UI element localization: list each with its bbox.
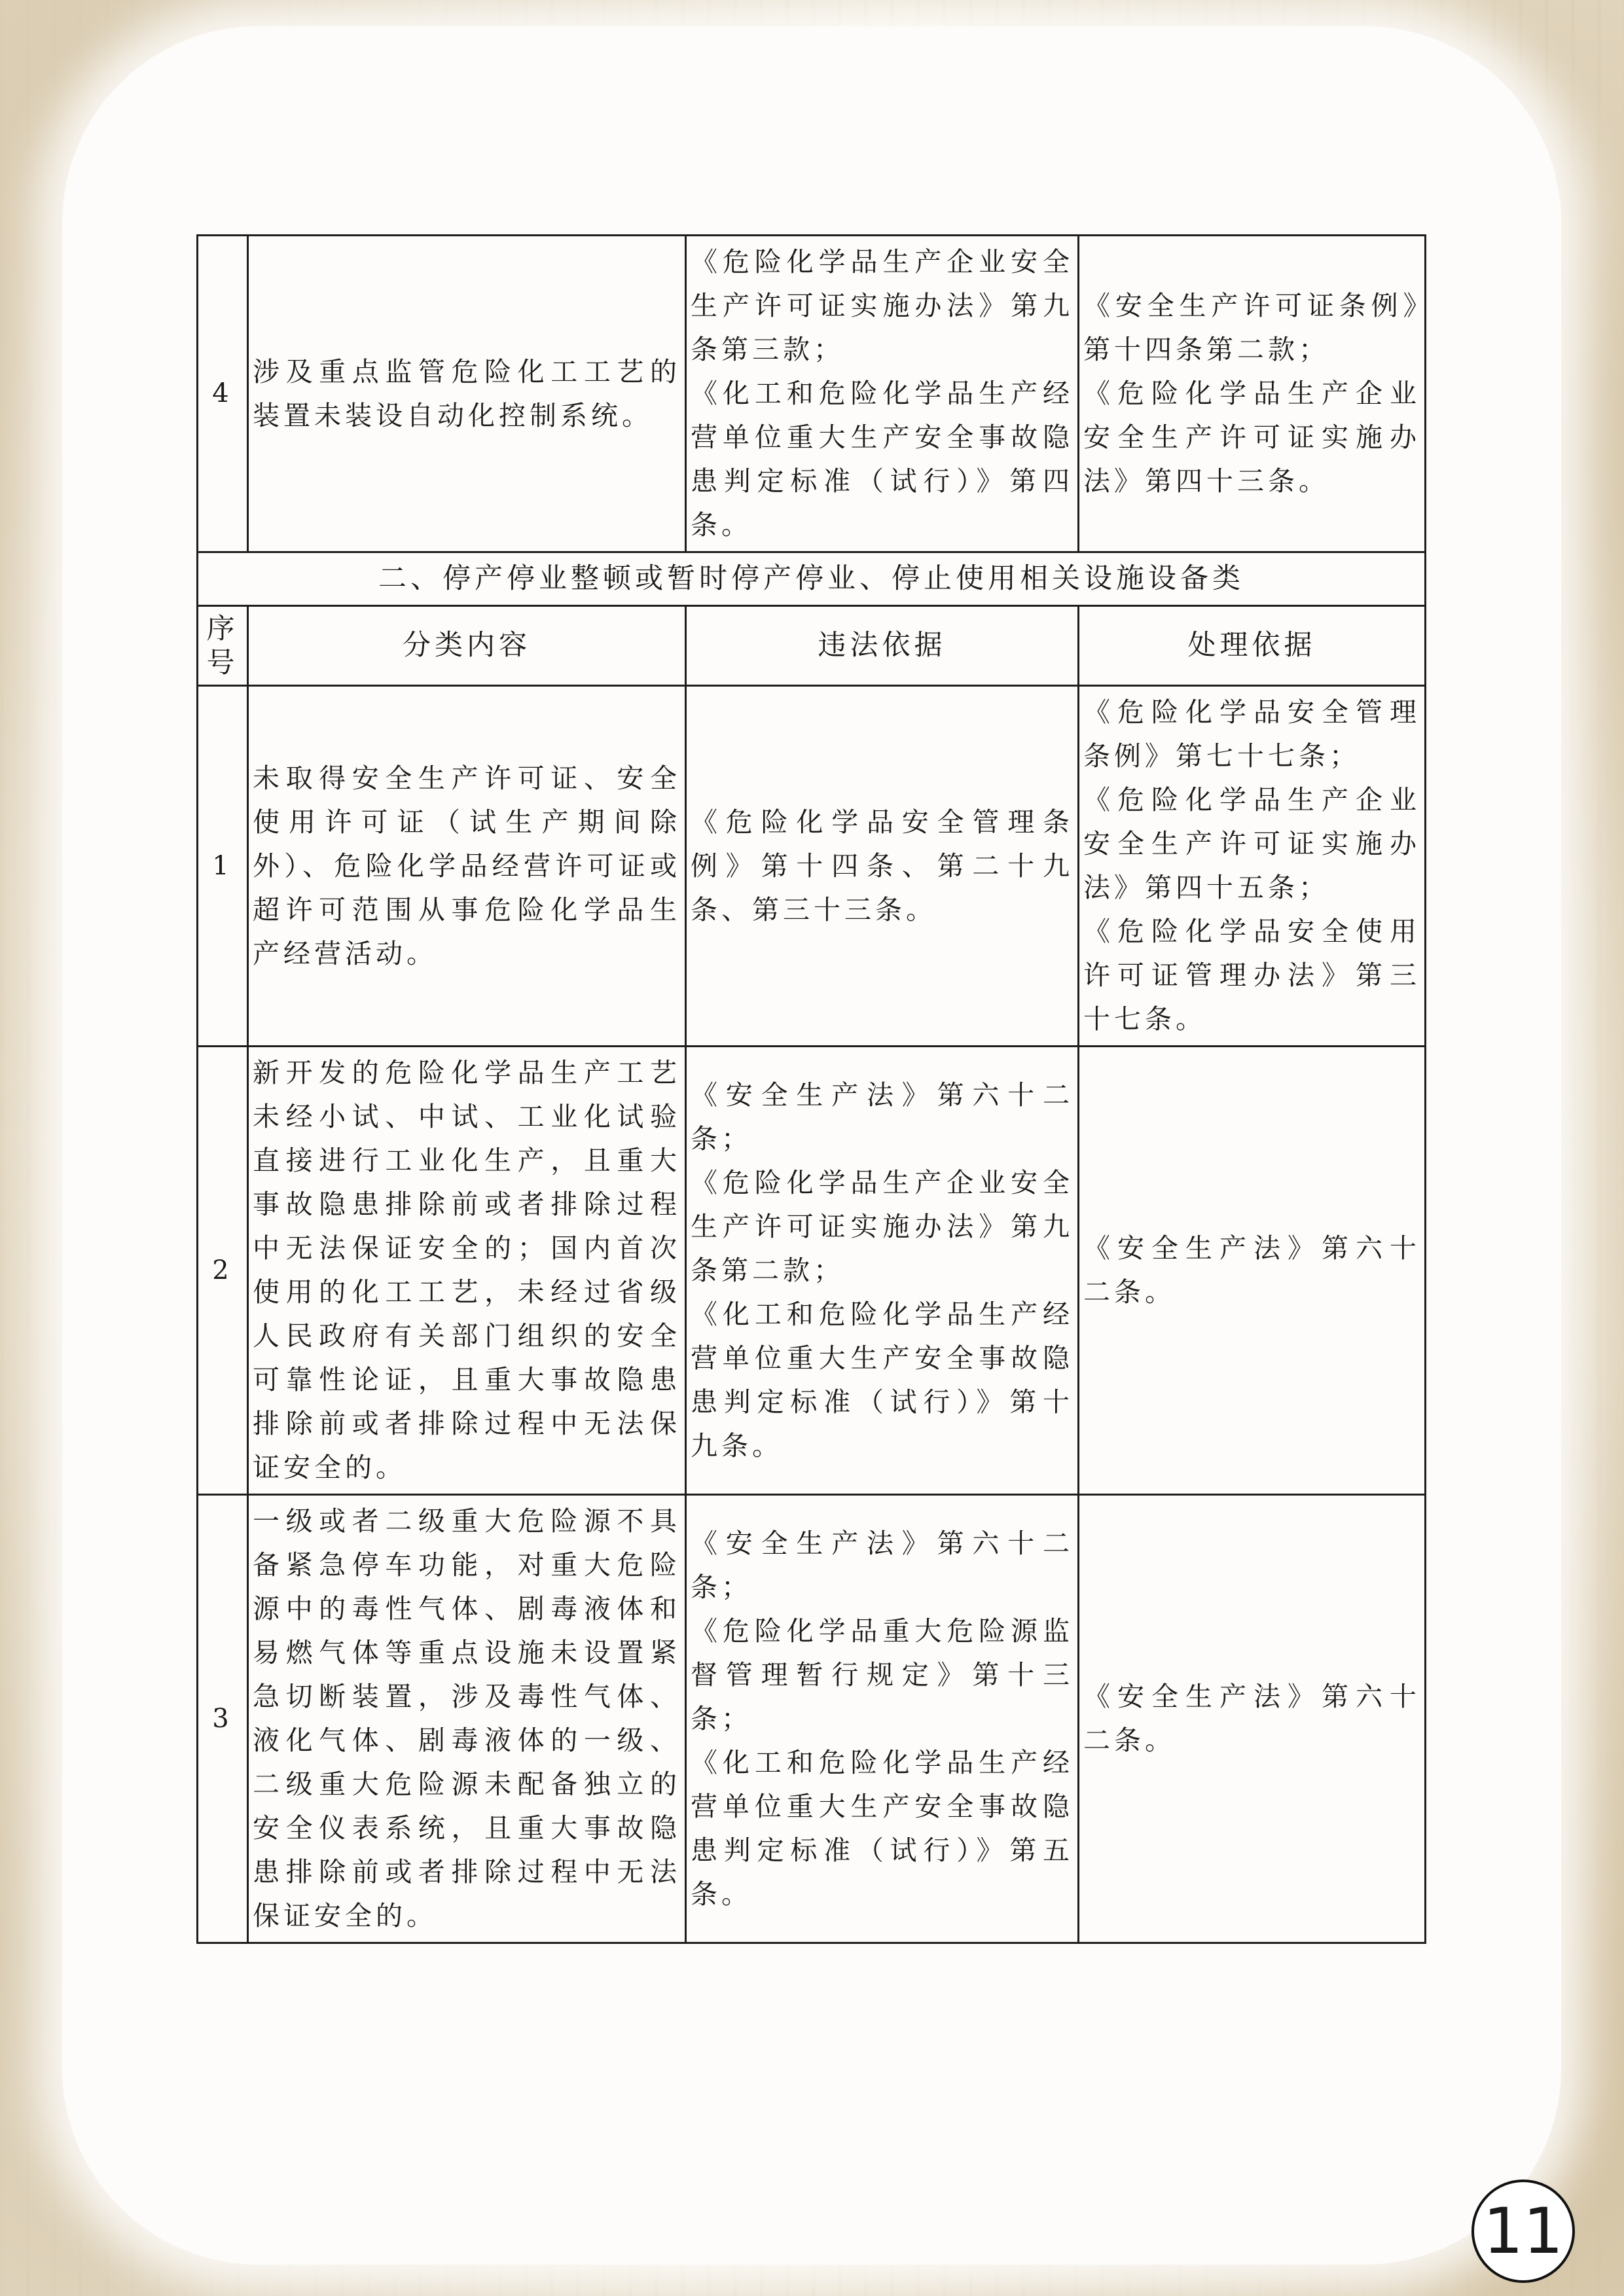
row-basis <box>686 686 1079 1047</box>
row-content: 新开发的危险化学品生产工艺未经小试、中试、工业化试验直接进行工业化生产，且重大事故隐患排除前或者排除过程中无法保证安全的；国内首次使用的化工工艺，未经过省级人民政府有关部门组织的安全可靠性论证，且重大事故隐患排除前或者排除过程中无法保证安全的。 <box>248 1047 686 1495</box>
row-number: 2 <box>198 1047 248 1495</box>
header-num: 序号 <box>198 606 248 686</box>
row-handling <box>1079 1495 1426 1943</box>
section-title: 二、停产停业整顿或暂时停产停业、停止使用相关设施设备类 <box>198 552 1426 606</box>
table-row <box>198 1495 1426 1943</box>
handling-line: 《安全生产许可证条例》第十四条第二款； <box>1083 290 1420 365</box>
header-content: 分类内容 <box>248 606 686 686</box>
row-handling <box>1079 236 1426 552</box>
row-basis <box>686 1047 1079 1495</box>
row-content: 未取得安全生产许可证、安全使用许可证（试生产期间除外）、危险化学品经营许可证或超许可范围从事危险化学品生产经营活动。 <box>248 686 686 1047</box>
section-row <box>198 552 1426 606</box>
row-basis <box>686 236 1079 552</box>
handling-line: 《危险化学品安全使用许可证管理办法》第三十七条。 <box>1083 916 1420 1035</box>
handling-line: 《安全生产法》第六十二条。 <box>1083 1232 1420 1308</box>
basis-line: 《危险化学品生产企业安全生产许可证实施办法》第九条第二款； <box>691 1166 1074 1286</box>
basis-line: 《化工和危险化学品生产经营单位重大生产安全事故隐患判定标准（试行）》第四条。 <box>691 378 1074 541</box>
row-basis <box>686 1495 1079 1943</box>
regulation-table <box>196 234 1426 1944</box>
basis-line: 《化工和危险化学品生产经营单位重大生产安全事故隐患判定标准（试行）》第五条。 <box>691 1746 1074 1910</box>
basis-line: 《化工和危险化学品生产经营单位重大生产安全事故隐患判定标准（试行）》第十九条。 <box>691 1298 1074 1462</box>
row-content: 一级或者二级重大危险源不具备紧急停车功能，对重大危险源中的毒性气体、剧毒液体和易燃气体等重点设施未设置紧急切断装置，涉及毒性气体、液化气体、剧毒液体的一级、二级重大危险源未配备独立的安全仪表系统，且重大事故隐患排除前或者排除过程中无法保证安全的。 <box>248 1495 686 1943</box>
row-number: 3 <box>198 1495 248 1943</box>
row-number: 1 <box>198 686 248 1047</box>
row-handling <box>1079 1047 1426 1495</box>
page-number: 11 <box>1471 2179 1575 2283</box>
basis-line: 《危险化学品重大危险源监督管理暂行规定》第十三条； <box>691 1615 1074 1734</box>
row-handling <box>1079 686 1426 1047</box>
row-content: 涉及重点监管危险化工工艺的装置未装设自动化控制系统。 <box>248 236 686 552</box>
table-row <box>198 1047 1426 1495</box>
basis-line: 《危险化学品生产企业安全生产许可证实施办法》第九条第三款； <box>691 246 1074 365</box>
row-number: 4 <box>198 236 248 552</box>
handling-line: 《危险化学品生产企业安全生产许可证实施办法》第四十五条； <box>1083 784 1420 903</box>
basis-line: 《危险化学品安全管理条例》第十四条、第二十九条、第三十三条。 <box>691 806 1074 925</box>
table-row <box>198 236 1426 552</box>
header-row <box>198 606 1426 686</box>
handling-line: 《安全生产法》第六十二条。 <box>1083 1681 1420 1756</box>
header-basis: 违法依据 <box>686 606 1079 686</box>
handling-line: 《危险化学品安全管理条例》第七十七条； <box>1083 696 1420 772</box>
handling-line: 《危险化学品生产企业安全生产许可证实施办法》第四十三条。 <box>1083 378 1420 497</box>
header-handling: 处理依据 <box>1079 606 1426 686</box>
basis-line: 《安全生产法》第六十二条； <box>691 1079 1074 1155</box>
basis-line: 《安全生产法》第六十二条； <box>691 1527 1074 1603</box>
table-row <box>198 686 1426 1047</box>
